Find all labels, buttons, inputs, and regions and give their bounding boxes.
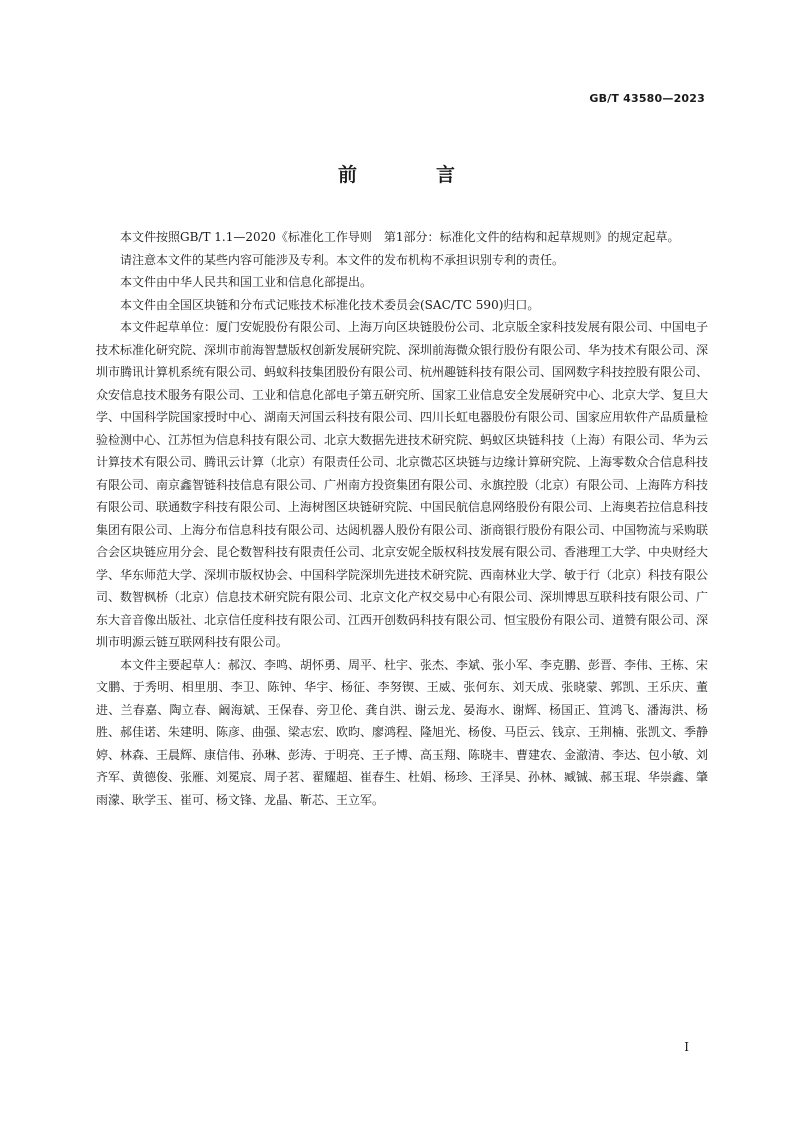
foreword-body [96, 226, 708, 811]
standard-code: GB/T 43580—2023 [589, 92, 705, 105]
paragraph-proposer: 本文件由中华人民共和国工业和信息化部提出。 [120, 275, 373, 289]
paragraph-patent-notice: 请注意本文件的某些内容可能涉及专利。本文件的发布机构不承担识别专利的责任。 [120, 252, 565, 267]
paragraph-drafters: 本文件主要起草人：郝汉、李鸣、胡怀勇、周平、杜宇、张杰、李斌、张小军、李克鹏、彭晋、李伟、王栋、宋文鹏、于秀明、相里朋、李卫、陈钟、华宇、杨征、李努锲、王威、张何东、刘天成、张晓蒙、郭凯、王乐庆、董进、兰春嘉、陶立春、阚海斌、王保春、旁卫伦、龚自洪、谢云龙、晏海水、谢辉、杨国正、笪鸿飞、潘海洪、杨胜、郝佳诺、朱建明、陈彦、曲强、梁志宏、欧昀、廖鸿程、隆旭光、杨俊、马臣云、钱京、王荆楠、张凯文、季静婷、林森、王晨辉、康信伟、孙琳、彭涛、于明亮、王子博、高玉翔、陈晓丰、曹建农、金澈清、李达、包小敏、刘齐军、黄德俊、张雁、刘冕宸、周子茗、翟耀超、崔春生、杜娟、杨珍、王泽昊、孙林、臧铖、郝玉琨、华崇鑫、肇雨濛、耿学玉、崔可、杨文锋、龙晶、靳芯、王立军。 [96, 657, 709, 807]
paragraph-drafting-rules: 本文件按照GB/T 1.1—2020《标准化工作导则 第1部分：标准化文件的结构和起草规则》的规定起草。 [120, 230, 680, 244]
page-title: 前 言 [337, 164, 485, 186]
page-number: I [684, 1040, 689, 1054]
paragraph-drafting-units: 本文件起草单位：厦门安妮股份有限公司、上海万向区块链股份公司、北京版全家科技发展有限公司、中国电子技术标准化研究院、深圳市前海智慧版权创新发展研究院、深圳前海微众银行股份有限公司、华为技术有限公司、深圳市腾讯计算机系统有限公司、蚂蚁科技集团股份有限公司、杭州趣链科技有限公司、国网数字科技控股有限公司、众安信息技术服务有限公司、工业和信息化部电子第五研究所、国家工业信息安全发展研究中心、北京大学、复旦大学、中国科学院国家授时中心、湖南天河国云科技有限公司、四川长虹电器股份有限公司、国家应用软件产品质量检验检测中心、江苏恒为信息科技有限公司、北京大数据先进技术研究院、蚂蚁区块链科技（上海）有限公司、华为云计算技术有限公司、腾讯云计算（北京）有限责任公司、北京微芯区块链与边缘计算研究院、上海零数众合信息科技有限公司、南京鑫智链科技信息有限公司、广州南方投资集团有限公司、永旗控股（北京）有限公司、上海阵方科技有限公司、联通数字科技有限公司、上海树图区块链研究院、中国民航信息网络股份有限公司、上海奥若拉信息科技集团有限公司、上海分布信息科技有限公司、达闼机器人股份有限公司、浙商银行股份有限公司、中国物流与采购联合会区块链应用分会、昆仑数智科技有限责任公司、北京安妮全版权科技发展有限公司、香港理工大学、中央财经大学、华东师范大学、深圳市版权协会、中国科学院深圳先进技术研究院、西南林业大学、敏于行（北京）科技有限公司、数智枫桥（北京）信息技术研究院有限公司、北京文化产权交易中心有限公司、深圳博思互联科技有限公司、广东大音音像出版社、北京信任度科技有限公司、江西开创数码科技有限公司、恒宝股份有限公司、道赞有限公司、深圳市明源云链互联网科技有限公司。 [96, 320, 709, 649]
paragraph-committee: 本文件由全国区块链和分布式记账技术标准化技术委员会(SAC/TC 590)归口。 [120, 297, 540, 312]
